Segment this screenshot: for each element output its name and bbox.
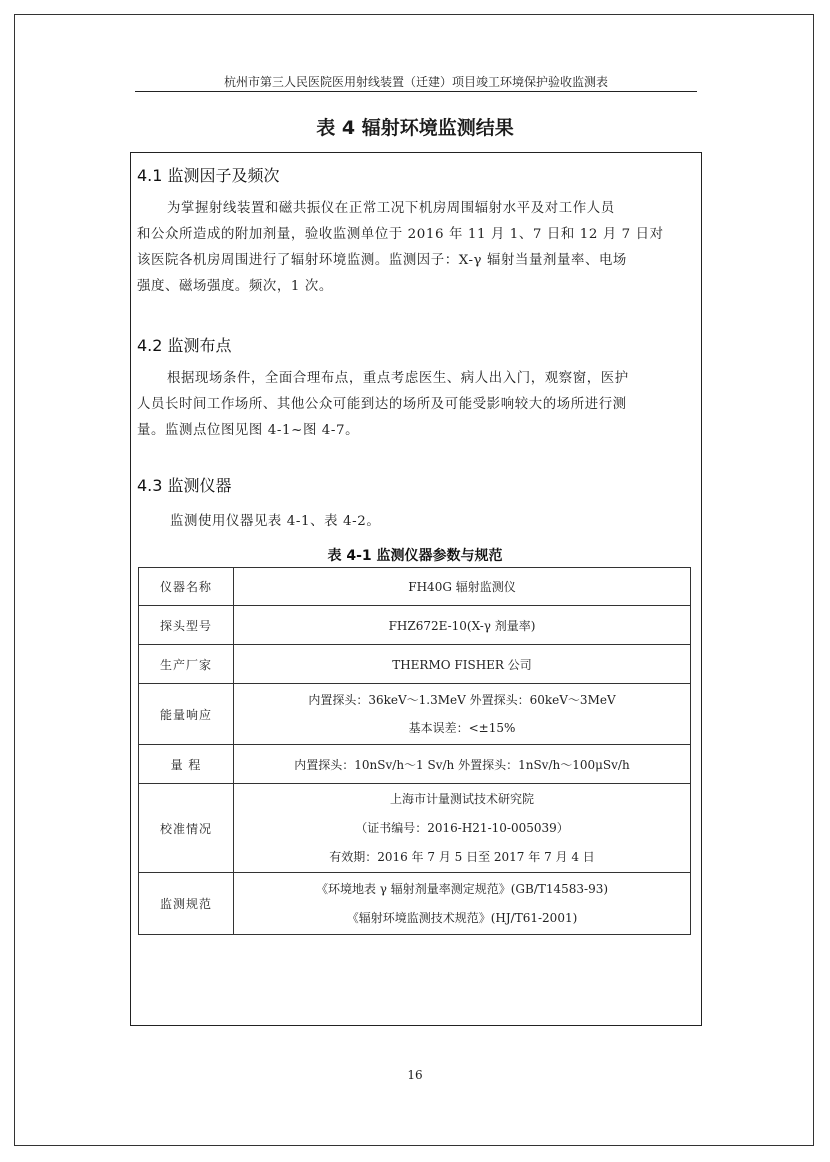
value-line: 内置探头：36keV～1.3MeV 外置探头：60keV～3MeV xyxy=(308,693,616,707)
value-line: （证书编号：2016-H21-10-005039） xyxy=(355,820,569,835)
row-label: 量 程 xyxy=(139,745,234,784)
section-4-3-text: 监测使用仪器见表 4-1、表 4-2。 xyxy=(170,514,381,529)
table-caption: 表 4-1 监测仪器参数与规范 xyxy=(327,548,503,564)
row-label: 生产厂家 xyxy=(139,645,234,684)
row-label: 能量响应 xyxy=(139,684,234,745)
table-row xyxy=(139,784,691,873)
section-4-2-paragraph xyxy=(137,366,693,444)
value-line: 有效期：2016 年 7 月 5 日至 2017 年 7 月 4 日 xyxy=(329,849,595,864)
table-row xyxy=(139,645,691,684)
section-4-2-heading: 4.2 监测布点 xyxy=(137,336,232,355)
page-title: 表 4 辐射环境监测结果 xyxy=(316,117,514,139)
row-value xyxy=(234,784,691,873)
paragraph-line: 量。监测点位图见图 4-1~图 4-7。 xyxy=(137,423,360,438)
section-4-1-paragraph xyxy=(137,196,693,300)
instrument-table xyxy=(138,567,691,935)
table-row xyxy=(139,606,691,645)
table-row xyxy=(139,684,691,745)
paragraph-line: 强度、磁场强度。频次，1 次。 xyxy=(137,279,333,294)
running-header: 杭州市第三人民医院医用射线装置（迁建）项目竣工环境保护验收监测表 xyxy=(223,75,608,89)
row-value: FH40G 辐射监测仪 xyxy=(234,568,691,606)
table-row xyxy=(139,745,691,784)
value-line: 上海市计量测试技术研究院 xyxy=(389,791,534,806)
row-value xyxy=(234,684,691,745)
header-rule xyxy=(135,91,697,92)
paragraph-line: 和公众所造成的附加剂量，验收监测单位于 2016 年 11 月 1、7 日和 12 月 7 日对 xyxy=(137,227,664,242)
row-value xyxy=(234,873,691,935)
value-line: 基本误差：<±15% xyxy=(408,721,516,735)
row-value: THERMO FISHER 公司 xyxy=(234,645,691,684)
row-label: 监测规范 xyxy=(139,873,234,935)
page-number: 16 xyxy=(407,1068,423,1082)
table-row xyxy=(139,873,691,935)
row-value: 内置探头：10nSv/h～1 Sv/h 外置探头：1nSv/h～100μSv/h xyxy=(234,745,691,784)
section-4-3-heading: 4.3 监测仪器 xyxy=(137,476,232,495)
paragraph-line: 人员长时间工作场所、其他公众可能到达的场所及可能受影响较大的场所进行测 xyxy=(137,397,627,412)
paragraph-line: 为掌握射线装置和磁共振仪在正常工况下机房周围辐射水平及对工作人员 xyxy=(167,201,615,216)
value-line: 《辐射环境监测技术规范》(HJ/T61-2001) xyxy=(346,910,578,925)
row-label: 探头型号 xyxy=(139,606,234,645)
row-label: 校准情况 xyxy=(139,784,234,873)
table-row xyxy=(139,568,691,606)
row-value: FHZ672E-10(X-γ 剂量率) xyxy=(234,606,691,645)
paragraph-line: 该医院各机房周围进行了辐射环境监测。监测因子：X-γ 辐射当量剂量率、电场 xyxy=(137,253,627,268)
value-line: 《环境地表 γ 辐射剂量率测定规范》(GB/T14583-93) xyxy=(315,881,609,896)
paragraph-line: 根据现场条件，全面合理布点，重点考虑医生、病人出入门，观察窗，医护 xyxy=(167,371,629,386)
section-4-1-heading: 4.1 监测因子及频次 xyxy=(137,166,280,185)
row-label: 仪器名称 xyxy=(139,568,234,606)
